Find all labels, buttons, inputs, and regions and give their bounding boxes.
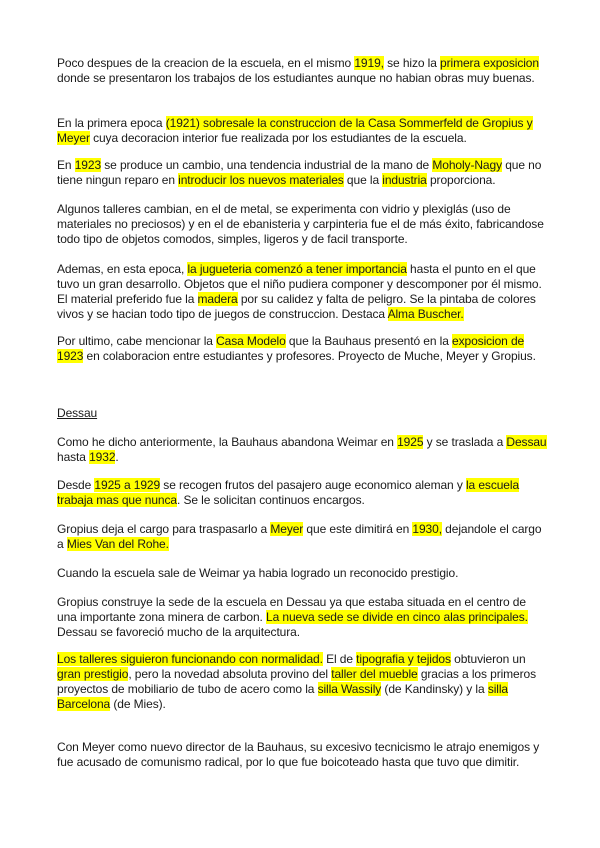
text-segment: se recogen frutos del pasajero auge economico aleman y bbox=[160, 478, 466, 492]
text-segment: Gropius construye la sede de la escuela en Dessau ya que estaba situada en el centro de una importante zona minera de carbon. bbox=[57, 595, 526, 624]
highlighted-text: Casa Modelo bbox=[216, 334, 286, 348]
highlighted-text: la jugueteria comenzó a tener importancia bbox=[187, 262, 407, 276]
highlighted-text: Los talleres siguieron funcionando con normalidad. bbox=[57, 652, 323, 666]
paragraph-13 bbox=[57, 740, 547, 770]
paragraph-10 bbox=[57, 566, 547, 581]
highlighted-text: (1921) sobresale la construccion de la Casa Sommerfeld de Gropius y Meyer bbox=[57, 116, 533, 145]
highlighted-text: Meyer bbox=[270, 522, 304, 536]
text-segment: (de Kandinsky) y la bbox=[381, 682, 488, 696]
text-segment: gracias a los primeros proyectos de mobiliario de tubo de acero como la bbox=[57, 667, 537, 696]
highlighted-text: Dessau bbox=[506, 435, 547, 449]
highlighted-text: 1923 bbox=[74, 158, 102, 172]
paragraph-12 bbox=[57, 652, 547, 712]
highlighted-text: 1925 a 1929 bbox=[94, 478, 161, 492]
text-segment: Dessau se favoreció mucho de la arquitectura. bbox=[57, 625, 300, 639]
text-segment: hasta el punto en el que tuvo un gran desarrollo. Objetos que el niño pudiera componer y descomponer por él mismo. El material preferido fue la bbox=[57, 262, 542, 306]
highlighted-text: primera exposicion bbox=[440, 56, 539, 70]
highlighted-text: Moholy-Nagy bbox=[432, 158, 502, 172]
text-segment: Poco despues de la creacion de la escuela, en el mismo bbox=[57, 56, 355, 70]
text-segment: Cuando la escuela sale de Weimar ya habia logrado un reconocido prestigio. bbox=[57, 566, 459, 580]
text-segment: Dessau bbox=[57, 406, 98, 420]
text-segment: donde se presentaron los trabajos de los estudiantes aunque no habian obras muy buenas. bbox=[57, 71, 535, 85]
text-segment: . bbox=[115, 450, 119, 464]
paragraph-3 bbox=[57, 158, 547, 188]
paragraph-5 bbox=[57, 262, 547, 322]
section-heading-dessau bbox=[57, 406, 547, 421]
text-segment: (de Mies). bbox=[110, 697, 166, 711]
text-segment: , pero la novedad absoluta provino del bbox=[128, 667, 332, 681]
text-segment: Ademas, en esta epoca, bbox=[57, 262, 188, 276]
text-segment: que la bbox=[343, 173, 383, 187]
highlighted-text: Mies Van del Rohe. bbox=[66, 537, 169, 551]
text-segment: hasta bbox=[57, 450, 90, 464]
highlighted-text: Alma Buscher. bbox=[387, 307, 464, 321]
paragraph-7 bbox=[57, 435, 547, 465]
highlighted-text: tipografia y tejidos bbox=[356, 652, 451, 666]
text-segment: que este dimitirá en bbox=[303, 522, 413, 536]
highlighted-text: introducir los nuevos materiales bbox=[178, 173, 344, 187]
paragraph-2 bbox=[57, 116, 547, 146]
paragraph-6 bbox=[57, 334, 547, 364]
highlighted-text: 1919, bbox=[354, 56, 384, 70]
highlighted-text: industria bbox=[382, 173, 427, 187]
text-segment: cuya decoracion interior fue realizada por los estudiantes de la escuela. bbox=[89, 131, 467, 145]
highlighted-text: madera bbox=[197, 292, 238, 306]
highlighted-text: 1925 bbox=[397, 435, 424, 449]
paragraph-8 bbox=[57, 478, 547, 508]
paragraph-4 bbox=[57, 202, 547, 247]
text-segment: Como he dicho anteriormente, la Bauhaus abandona Weimar en bbox=[57, 435, 398, 449]
highlighted-text: silla Barcelona bbox=[57, 682, 508, 711]
highlighted-text: 1930, bbox=[412, 522, 442, 536]
text-segment: Por ultimo, cabe mencionar la bbox=[57, 334, 217, 348]
text-segment: y se traslada a bbox=[423, 435, 507, 449]
text-segment: Gropius deja el cargo para traspasarlo a bbox=[57, 522, 271, 536]
highlighted-text: 1932 bbox=[89, 450, 116, 464]
text-segment: obtuvieron un bbox=[450, 652, 526, 666]
paragraph-11 bbox=[57, 595, 547, 640]
text-segment: por su calidez y falta de peligro. Se la pintaba de colores vivos y se hacian todo tipo de juegos de construccion. Destaca bbox=[57, 292, 536, 321]
text-segment: dejandole el cargo a bbox=[57, 522, 542, 551]
paragraph-9 bbox=[57, 522, 547, 552]
text-segment: . Se le solicitan continuos encargos. bbox=[176, 493, 365, 507]
highlighted-text: taller del mueble bbox=[331, 667, 418, 681]
highlighted-text: la escuela trabaja mas que nunca bbox=[57, 478, 520, 507]
text-segment: proporciona. bbox=[426, 173, 496, 187]
text-segment: que no tiene ningun reparo en bbox=[57, 158, 542, 187]
text-segment: En la primera epoca bbox=[57, 116, 166, 130]
text-segment: En bbox=[57, 158, 75, 172]
text-segment: se produce un cambio, una tendencia industrial de la mano de bbox=[101, 158, 433, 172]
highlighted-text: La nueva sede se divide en cinco alas principales. bbox=[266, 610, 528, 624]
highlighted-text: gran prestigio bbox=[57, 667, 129, 681]
highlighted-text: silla Wassily bbox=[317, 682, 382, 696]
text-segment: se hizo la bbox=[383, 56, 441, 70]
highlighted-text: exposicion de 1923 bbox=[57, 334, 525, 363]
text-segment: Desde bbox=[57, 478, 95, 492]
text-segment: El de bbox=[322, 652, 357, 666]
text-segment: que la Bauhaus presentó en la bbox=[285, 334, 453, 348]
paragraph-1 bbox=[57, 56, 547, 86]
text-segment: Con Meyer como nuevo director de la Bauhaus, su excesivo tecnicismo le atrajo enemigos y fue acusado de comunismo radical, por lo que fue boicoteado hasta que tuvo que dimitir. bbox=[57, 740, 540, 769]
text-segment: Algunos talleres cambian, en el de metal, se experimenta con vidrio y plexiglás (uso de materiales no preciosos) y en el de ebanisteria y carpinteria fue el de más éxito, fabricandose todo tipo de objetos comodos, simples, ligeros y de facil transporte. bbox=[57, 202, 544, 246]
text-segment: en colaboracion entre estudiantes y profesores. Proyecto de Muche, Meyer y Gropius. bbox=[83, 349, 536, 363]
